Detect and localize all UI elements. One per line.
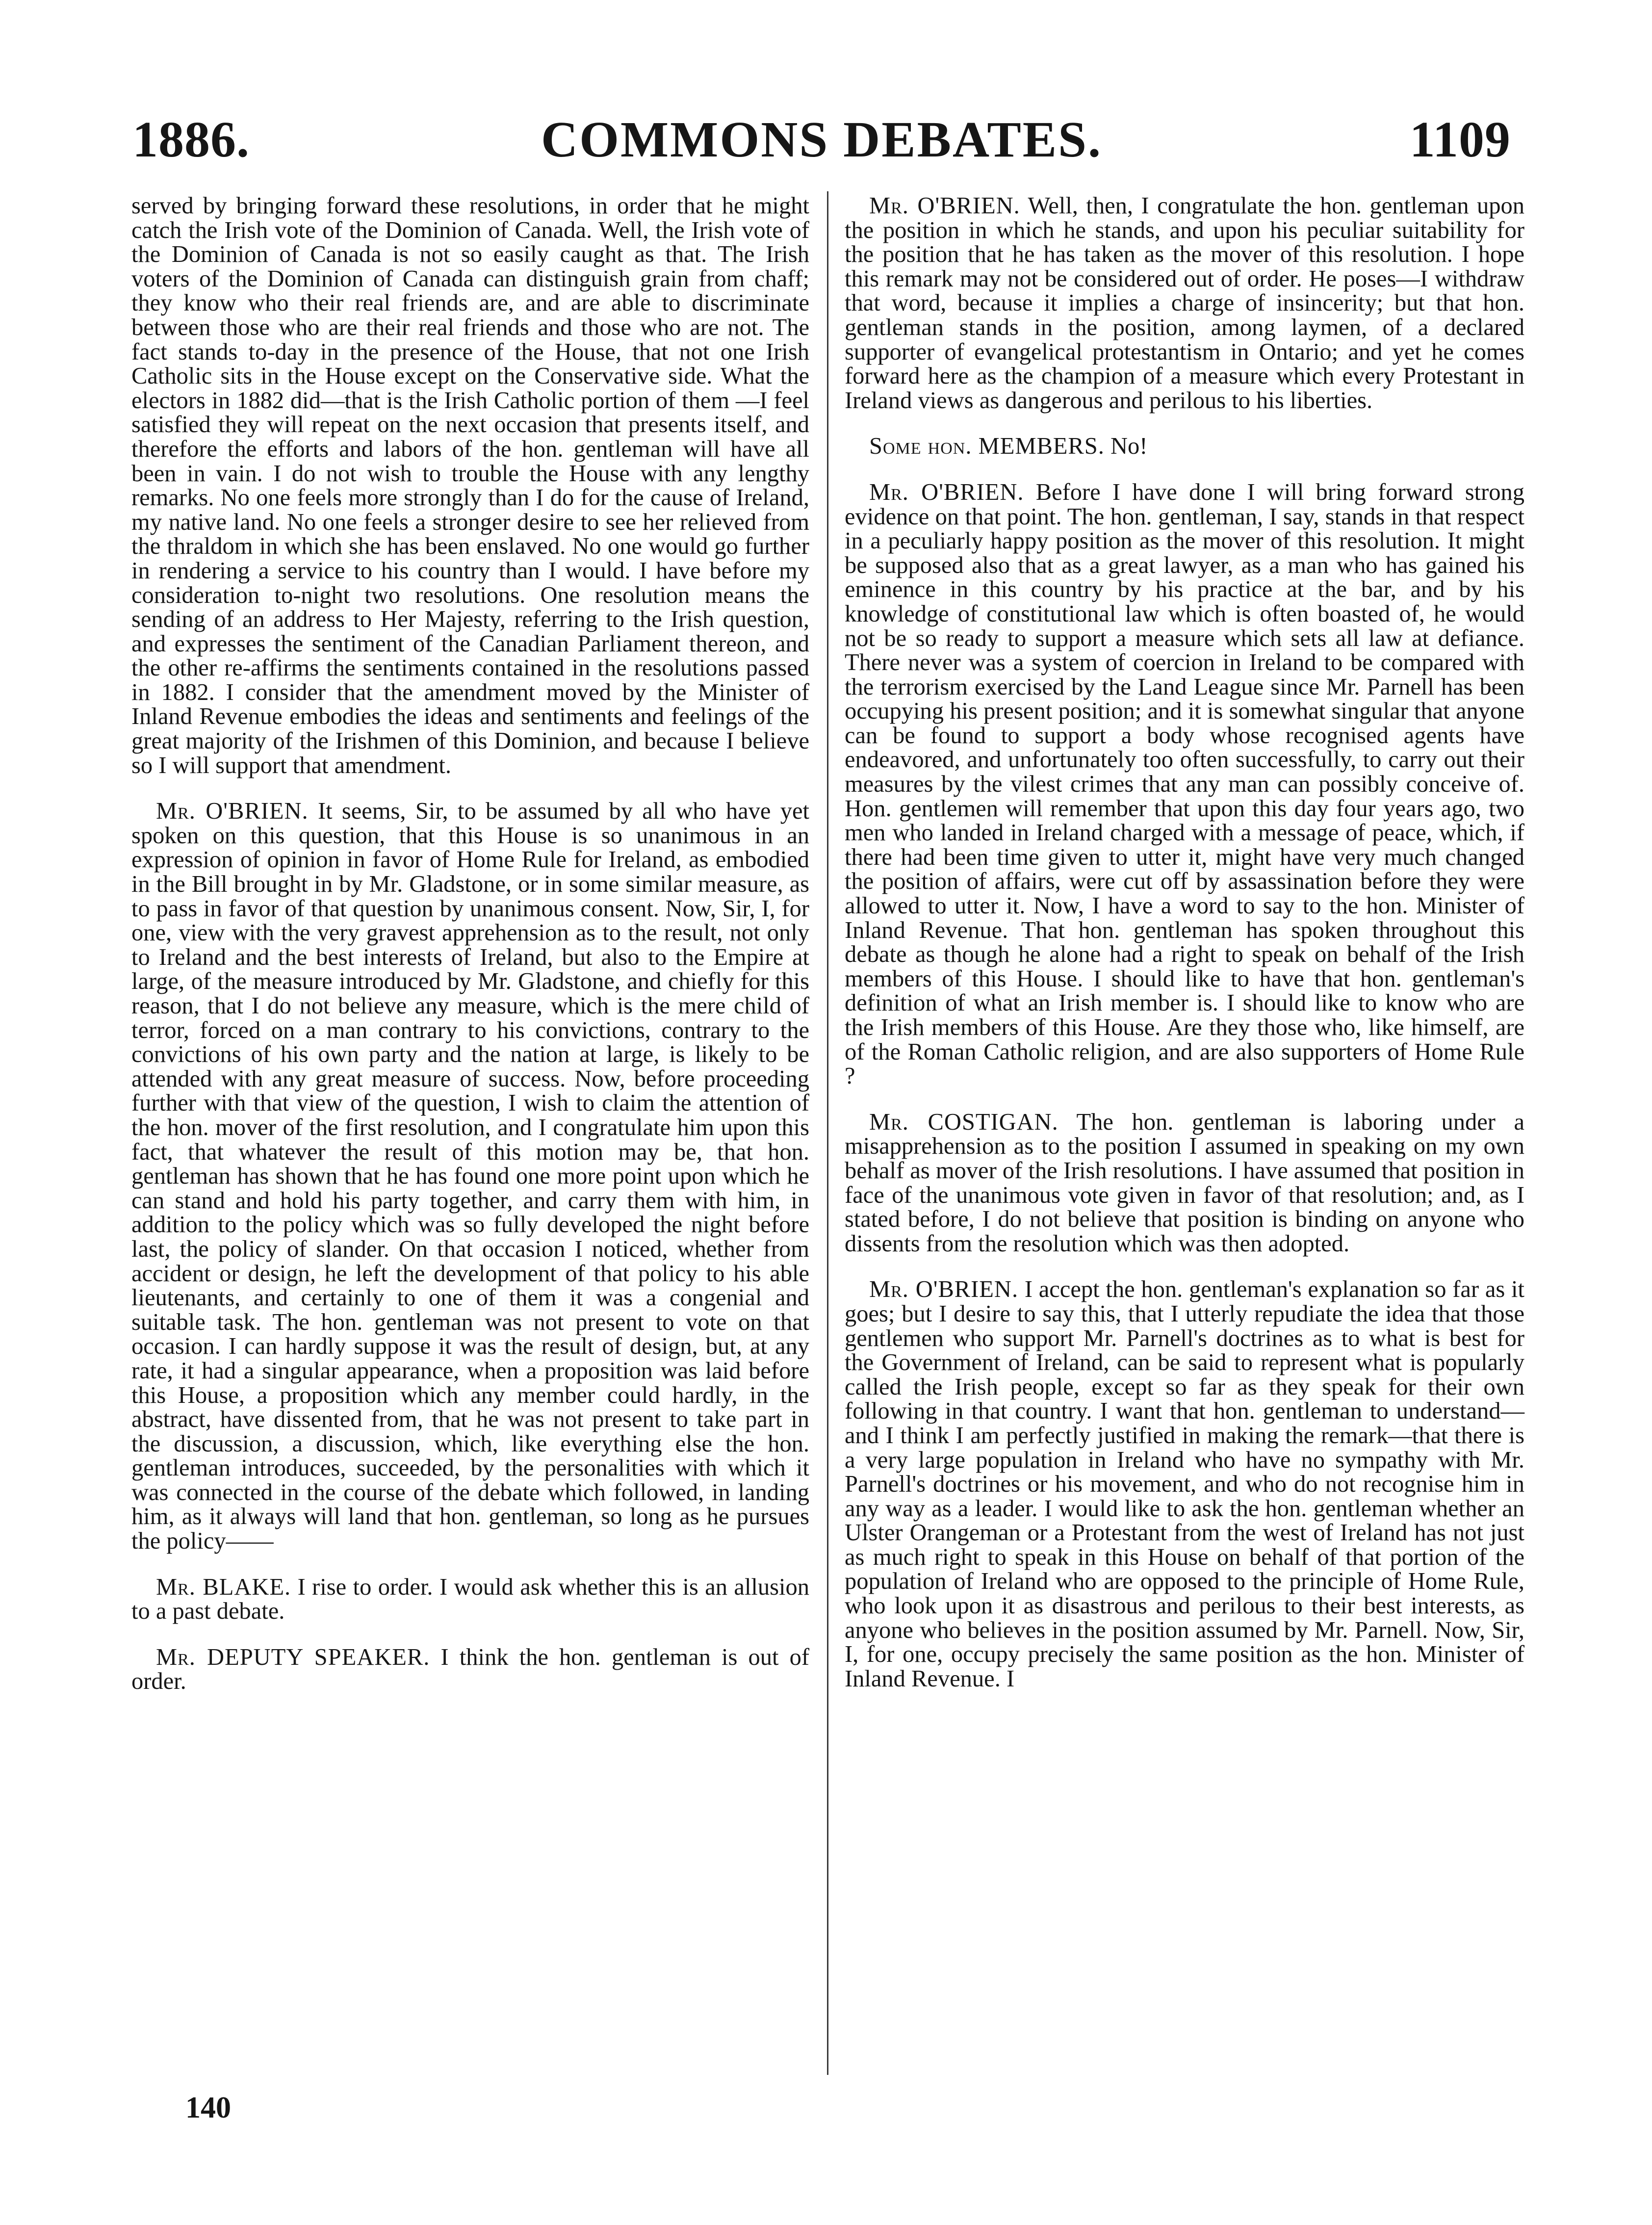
- speech-text: I accept the hon. gentleman's explanation so far as it goes; but I desire to say this, that I utterly repudiate the idea that those gentlemen who support Mr. Parnell's doctrines as to what is best for the Government of Ireland, can be said to represent what is popularly called the Irish people, except so far as they speak for their own following in that country. I want that hon. gentleman to understand—and I think I am perfectly justified in making the remark—that there is a very large population in Ireland who have no sympathy with Mr. Parnell's doctrines or his movement, and who do not recognise him in any way as a leader. I would like to ask the hon. gentleman whether an Ulster Orangeman or a Protestant from the west of Ireland has not just as much right to speak in this House on behalf of that portion of the population of Ireland who are opposed to the principle of Home Rule, who look upon it as disastrous and perilous to their best interests, as anyone who believes in the position assumed by Mr. Parnell. Now, Sir, I, for one, occupy precisely the same position as the hon. Minister of Inland Revenue. I: [845, 1276, 1524, 1692]
- page-header: [132, 105, 1511, 174]
- page-number: 1109: [1409, 111, 1511, 168]
- signature-mark: 140: [185, 2091, 231, 2124]
- header-year: 1886.: [132, 111, 250, 168]
- speech-blake: [131, 1575, 809, 1624]
- speaker-name: Mr. BLAKE.: [156, 1574, 291, 1600]
- speech-obrien-3: [845, 480, 1524, 1088]
- continued-paragraph: served by bringing forward these resolutions, in order that he might catch the Irish vote of the Dominion of Canada. Well, the Irish vote of the Dominion of Canada is not so easily caught as that. The Irish voters of the Dominion of Canada can distinguish grain from chaff; they know who their real friends are, and are able to discriminate between those who are their real friends and those who are not. The fact stands to-day in the presence of the House, that not one Irish Catholic sits in the House except on the Conservative side. What the electors in 1882 did—that is the Irish Catholic portion of them —I feel satisfied they will repeat on the next occasion that presents itself, and therefore the efforts and labors of the hon. gentleman will have all been in vain. I do not wish to trouble the House with any lengthy remarks. No one feels more strongly than I do for the cause of Ireland, my native land. No one feels a stronger desire to see her relieved from the thraldom in which she has been enslaved. No one would go further in rendering a service to his country than I would. I have before my consideration to-night two resolutions. One resolution means the sending of an address to Her Majesty, referring to the Irish question, and expresses the sentiment of the Canadian Parliament thereon, and the other re-affirms the sentiments contained in the resolutions passed in 1882. I consider that the amendment moved by the Minister of Inland Revenue embodies the ideas and sentiments and feelings of the great majority of the Irishmen of this Dominion, and because I believe so I will support that amendment.: [131, 193, 809, 778]
- speech-text: The hon. gentleman is laboring under a misapprehension as to the position I assumed in speaking on my own behalf as mover of the Irish resolutions. I have assumed that position in face of the unanimous vote given in favor of that resolution; and, as I stated before, I do not believe that position is binding on anyone who dissents from the resolution which was then adopted.: [845, 1109, 1525, 1257]
- speech-costigan: [845, 1110, 1524, 1256]
- speech-obrien-1: [131, 799, 809, 1553]
- speaker-name: Mr. O'BRIEN.: [869, 193, 1020, 219]
- speech-text: It seems, Sir, to be assumed by all who have yet spoken on this question, that this House is so unanimous in an expression of opinion in favor of Home Rule for Ireland, as embodied in the Bill brought in by Mr. Gladstone, or in some similar measure, as to pass in favor of that question by unanimous consent. Now, Sir, I, for one, view with the very gravest apprehension as to the result, not only to Ireland and the best interests of Ireland, but also to the Empire at large, of the measure introduced by Mr. Gladstone, and chiefly for this reason, that I do not believe any measure, which is the mere child of terror, forced on a man contrary to his convictions, contrary to the convictions of his own party and the nation at large, is likely to be attended with any great measure of success. Now, before proceeding further with that view of the question, I wish to claim the attention of the hon. mover of the first resolution, and I congratulate him upon this fact, that whatever the result of this motion may be, that hon. gentleman has shown that he has found one more point upon which he can stand and hold his party together, and carry them with him, in addition to the policy which was so fully developed the night before last, the policy of slander. On that occasion I noticed, whether from accident or design, he left the development of that policy to his able lieutenants, and certainly to one of them it was a congenial and suitable task. The hon. gentleman was not present to vote on that occasion. I can hardly suppose it was the result of design, but, at any rate, it had a singular appearance, when a proposition was laid before this House, a proposition which any member could hardly, in the abstract, have dissented from, that he was not present to take part in the discussion, a discussion, which, like everything else the hon. gentleman introduces, succeeded, by the personalities with which it was connected in the course of the debate which followed, in landing him, as it always will land that hon. gentleman, so long as he pursues the policy——: [131, 798, 810, 1554]
- speaker-name: Mr. O'BRIEN.: [869, 479, 1024, 505]
- speech-text: No!: [1110, 433, 1148, 460]
- right-column: [845, 194, 1524, 1712]
- speech-text: Well, then, I congratulate the hon. gentleman upon the position in which he stands, and upon his peculiar suitability for the position that he has taken as the mover of this resolution. I hope this remark may not be considered out of order. He poses—I withdraw that word, because it implies a charge of insincerity; but that hon. gentleman stands in the position, among laymen, of a declared supporter of evangelical protestantism in Ontario; and yet he comes forward here as the champion of a measure which every Protestant in Ireland views as dangerous and perilous to his liberties.: [845, 193, 1524, 414]
- running-title: COMMONS DEBATES.: [541, 111, 1102, 168]
- column-divider: [827, 191, 828, 2075]
- speech-text: Before I have done I will bring forward strong evidence on that point. The hon. gentleman, I say, stands in that respect in a peculiarly happy position as the mover of this resolution. It might be supposed also that as a great lawyer, as a man who has gained his eminence in this country by his practice at the bar, and by his knowledge of constitutional law which is often boasted of, he would not be so ready to support a measure which sets all law at defiance. There never was a system of coercion in Ireland to be compared with the terrorism exercised by the Land League since Mr. Parnell has been occupying his present position; and it is somewhat singular that anyone can be found to support a body whose recognised agents have endeavored, and unfortunately too often successfully, to carry out their measures by the vilest crimes that any man can possibly conceive of. Hon. gentlemen will remember that upon this day four years ago, two men who landed in Ireland charged with a message of peace, which, if there had been time given to utter it, might have very much changed the position of affairs, were cut off by assassination before they were allowed to utter it. Now, I have a word to say to the hon. Minister of Inland Revenue. That hon. gentleman has spoken throughout this debate as though he alone had a right to speak on behalf of the Irish members of this House. I should like to have that hon. gentleman's definition of what an Irish member is. I should like to know who are the Irish members of this House. Are they those who, like himself, are of the Roman Catholic religion, and are also supporters of Home Rule ?: [845, 479, 1524, 1089]
- speaker-name: Mr. O'BRIEN.: [156, 798, 309, 825]
- speaker-name: Mr. DEPUTY SPEAKER.: [156, 1644, 430, 1670]
- speech-deputy-speaker: [131, 1645, 809, 1694]
- speech-text: I rise to order. I would ask whether this is an allusion to a past debate.: [131, 1574, 810, 1625]
- speaker-name: Mr. COSTIGAN.: [869, 1109, 1058, 1135]
- speaker-name: Mr. O'BRIEN.: [869, 1276, 1019, 1303]
- interjection-members: [845, 434, 1524, 459]
- speech-text: I think the hon. gentleman is out of order.: [131, 1644, 810, 1695]
- speaker-name: Some hon. MEMBERS.: [869, 433, 1105, 460]
- left-column: [131, 194, 809, 1715]
- speech-obrien-4: [845, 1277, 1524, 1691]
- speech-obrien-2: [845, 194, 1524, 413]
